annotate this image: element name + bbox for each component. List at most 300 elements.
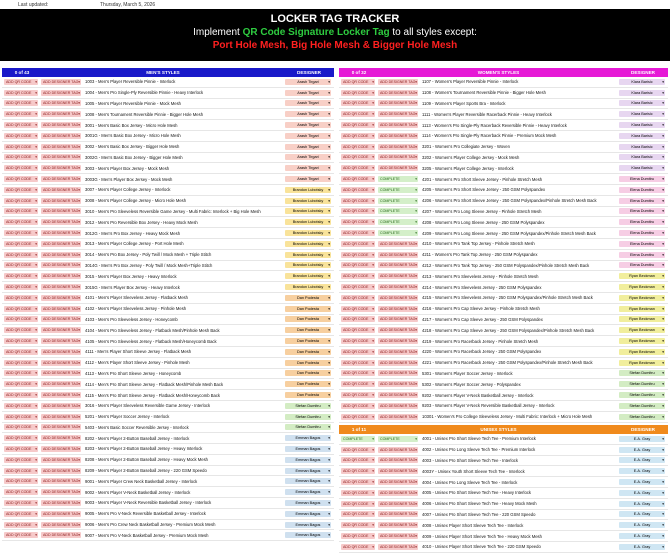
designer-dropdown[interactable]: Klara Barisic ▾ <box>619 100 665 106</box>
designer-tag-dropdown[interactable]: ADD DESIGNER TAG ▾ <box>378 447 418 453</box>
qr-status-dropdown[interactable]: ADD QR CODE ▾ <box>4 90 38 96</box>
designer-dropdown[interactable]: Brandon Lubotsky ▾ <box>285 262 331 268</box>
designer-dropdown[interactable]: Elena Dumitru ▾ <box>619 241 665 247</box>
qr-status-dropdown[interactable]: ADD QR CODE ▾ <box>341 403 375 409</box>
designer-dropdown[interactable]: Arash Tirgari ▾ <box>285 154 331 160</box>
designer-tag-dropdown[interactable]: ADD DESIGNER TAG ▾ <box>378 90 418 96</box>
style-name: 1005 - Men's Player Reversible Pinnie - Mock Mesh <box>85 100 181 106</box>
qr-status-dropdown[interactable]: ADD QR CODE ▾ <box>341 90 375 96</box>
designer-dropdown[interactable]: Dan Podesta ▾ <box>285 295 331 301</box>
designer-dropdown[interactable]: Arash Tirgari ▾ <box>285 90 331 96</box>
style-name: 3016 - Men's Player Sleeveless Reversible Game Jersey - Interlock <box>85 403 211 409</box>
designer-tag-dropdown[interactable]: COMPLETE ▾ <box>378 208 418 214</box>
qr-status-dropdown[interactable]: ADD QR CODE ▾ <box>341 479 375 485</box>
designer-dropdown[interactable]: Klara Barisic ▾ <box>619 133 665 139</box>
table-row <box>2 228 334 239</box>
designer-tag-dropdown[interactable]: ADD DESIGNER TAG ▾ <box>41 403 81 409</box>
designer-dropdown[interactable]: Stefan Dumitru ▾ <box>619 392 665 398</box>
qr-status-dropdown[interactable]: ADD QR CODE ▾ <box>4 144 38 150</box>
designer-tag-dropdown[interactable]: ADD DESIGNER TAG ▾ <box>378 273 418 279</box>
qr-status-dropdown[interactable]: ADD QR CODE ▾ <box>341 144 375 150</box>
qr-status-dropdown[interactable]: ADD QR CODE ▾ <box>4 241 38 247</box>
designer-tag-dropdown[interactable]: ADD DESIGNER TAG ▾ <box>41 133 81 139</box>
designer-tag-dropdown[interactable]: ADD DESIGNER TAG ▾ <box>41 414 81 420</box>
designer-tag-dropdown[interactable]: ADD DESIGNER TAG ▾ <box>41 457 81 463</box>
designer-tag-dropdown[interactable]: ADD DESIGNER TAG ▾ <box>378 533 418 539</box>
designer-tag-dropdown[interactable]: ADD DESIGNER TAG ▾ <box>41 349 81 355</box>
designer-dropdown[interactable]: Klara Barisic ▾ <box>619 111 665 117</box>
designer-dropdown[interactable]: Stefan Dumitru ▾ <box>619 414 665 420</box>
designer-tag-dropdown[interactable]: ADD DESIGNER TAG ▾ <box>41 446 81 452</box>
designer-tag-dropdown[interactable]: ADD DESIGNER TAG ▾ <box>378 457 418 463</box>
designer-dropdown[interactable]: Ryan Beckman ▾ <box>619 306 665 312</box>
qr-status-dropdown[interactable]: ADD QR CODE ▾ <box>4 522 38 528</box>
style-name: 1108 - Women's Tournament Reversible Pinnie - Bigger Hole Mesh <box>422 90 546 96</box>
designer-dropdown[interactable]: Emman Bagos ▾ <box>285 522 331 528</box>
qr-status-dropdown[interactable]: ADD QR CODE ▾ <box>4 349 38 355</box>
qr-status-dropdown[interactable]: ADD QR CODE ▾ <box>341 273 375 279</box>
designer-tag-dropdown[interactable]: ADD DESIGNER TAG ▾ <box>41 327 81 333</box>
designer-dropdown[interactable]: Arash Tirgari ▾ <box>285 122 331 128</box>
designer-dropdown[interactable]: E.A. Gray ▾ <box>619 501 665 507</box>
designer-dropdown[interactable]: Dan Podesta ▾ <box>285 349 331 355</box>
designer-tag-dropdown[interactable]: ADD DESIGNER TAG ▾ <box>378 133 418 139</box>
qr-status-dropdown[interactable]: ADD QR CODE ▾ <box>4 532 38 538</box>
qr-status-dropdown[interactable]: ADD QR CODE ▾ <box>4 511 38 517</box>
designer-dropdown[interactable]: Emman Bagos ▾ <box>285 500 331 506</box>
designer-tag-dropdown[interactable]: ADD DESIGNER TAG ▾ <box>378 490 418 496</box>
designer-dropdown[interactable]: Elena Dumitru ▾ <box>619 219 665 225</box>
designer-tag-dropdown[interactable]: COMPLETE ▾ <box>378 219 418 225</box>
designer-dropdown[interactable]: Emman Bagos ▾ <box>285 532 331 538</box>
designer-tag-dropdown[interactable]: ADD DESIGNER TAG ▾ <box>41 79 81 85</box>
designer-dropdown[interactable]: Stefan Dumitru ▾ <box>285 424 331 430</box>
designer-tag-dropdown[interactable]: ADD DESIGNER TAG ▾ <box>378 165 418 171</box>
style-name: 3010 - Men's Pro Sleeveless Reversible Game Jersey - Multi Fabric: Interlock + Big Hole Mesh <box>85 208 261 214</box>
table-row <box>339 531 668 542</box>
qr-status-dropdown[interactable]: ADD QR CODE ▾ <box>341 122 375 128</box>
designer-dropdown[interactable]: Stefan Dumitru ▾ <box>285 414 331 420</box>
designer-dropdown[interactable]: Ryan Beckman ▾ <box>619 327 665 333</box>
designer-dropdown[interactable]: Klara Barisic ▾ <box>619 165 665 171</box>
qr-status-dropdown[interactable]: ADD QR CODE ▾ <box>4 500 38 506</box>
qr-status-dropdown[interactable]: ADD QR CODE ▾ <box>4 252 38 258</box>
designer-tag-dropdown[interactable]: COMPLETE ▾ <box>378 187 418 193</box>
style-name: 1114 - Women's Pro Single-Ply Racerback Pinnie - Premium Mock Mesh <box>422 133 557 139</box>
designer-tag-dropdown[interactable]: ADD DESIGNER TAG ▾ <box>41 370 81 376</box>
qr-status-dropdown[interactable]: ADD QR CODE ▾ <box>341 533 375 539</box>
style-name: 8209 - Men's Player 2-Button Baseball Jersey - 220 GSM Speedo <box>85 468 207 474</box>
table-row <box>2 498 334 509</box>
designer-tag-dropdown[interactable]: ADD DESIGNER TAG ▾ <box>41 241 81 247</box>
style-name: 4105 - Men's Pro Sleeveless Jersey - Flatback Mesh/Honeycomb Back <box>85 338 217 344</box>
designer-tag-dropdown[interactable]: ADD DESIGNER TAG ▾ <box>378 544 418 550</box>
table-row <box>339 174 668 185</box>
qr-status-dropdown[interactable]: ADD QR CODE ▾ <box>4 133 38 139</box>
designer-tag-dropdown[interactable]: ADD DESIGNER TAG ▾ <box>378 468 418 474</box>
designer-tag-dropdown[interactable]: ADD DESIGNER TAG ▾ <box>41 198 81 204</box>
designer-tag-dropdown[interactable]: ADD DESIGNER TAG ▾ <box>41 338 81 344</box>
table-row <box>339 456 668 467</box>
designer-tag-dropdown[interactable]: ADD DESIGNER TAG ▾ <box>378 316 418 322</box>
qr-status-dropdown[interactable]: ADD QR CODE ▾ <box>341 327 375 333</box>
designer-dropdown[interactable]: Brandon Lubotsky ▾ <box>285 187 331 193</box>
designer-tag-dropdown[interactable]: ADD DESIGNER TAG ▾ <box>41 187 81 193</box>
designer-dropdown[interactable]: Ryan Beckman ▾ <box>619 360 665 366</box>
qr-status-dropdown[interactable]: ADD QR CODE ▾ <box>4 489 38 495</box>
qr-status-dropdown[interactable]: ADD QR CODE ▾ <box>341 468 375 474</box>
designer-tag-dropdown[interactable]: ADD DESIGNER TAG ▾ <box>41 435 81 441</box>
designer-tag-dropdown[interactable]: ADD DESIGNER TAG ▾ <box>378 262 418 268</box>
designer-tag-dropdown[interactable]: ADD DESIGNER TAG ▾ <box>41 252 81 258</box>
qr-status-dropdown[interactable]: ADD QR CODE ▾ <box>341 252 375 258</box>
style-name: 4221 - Women's Pro Racerback Jersey - 250 GSM Polyspandex/Pinhole Stretch Mesh Back <box>422 360 593 366</box>
qr-status-dropdown[interactable]: ADD QR CODE ▾ <box>341 370 375 376</box>
designer-tag-dropdown[interactable]: ADD DESIGNER TAG ▾ <box>41 176 81 182</box>
designer-tag-dropdown[interactable]: ADD DESIGNER TAG ▾ <box>41 284 81 290</box>
qr-status-dropdown[interactable]: ADD QR CODE ▾ <box>341 165 375 171</box>
qr-status-dropdown[interactable]: ADD QR CODE ▾ <box>341 79 375 85</box>
qr-status-dropdown[interactable]: ADD QR CODE ▾ <box>4 468 38 474</box>
qr-status-dropdown[interactable]: ADD QR CODE ▾ <box>4 284 38 290</box>
designer-dropdown[interactable]: Arash Tirgari ▾ <box>285 133 331 139</box>
style-name: 3002 - Men's Basic Box Jersey - Bigger Hole Mesh <box>85 144 180 150</box>
designer-tag-dropdown[interactable]: ADD DESIGNER TAG ▾ <box>378 154 418 160</box>
designer-dropdown[interactable]: Emman Bagos ▾ <box>285 511 331 517</box>
style-name: 5403 - Men's Basic Soccer Reversible Jersey - Interlock <box>85 424 189 430</box>
table-row <box>2 185 334 196</box>
qr-status-dropdown[interactable]: ADD QR CODE ▾ <box>4 154 38 160</box>
qr-status-dropdown[interactable]: ADD QR CODE ▾ <box>4 327 38 333</box>
designer-dropdown[interactable]: E.A. Gray ▾ <box>619 511 665 517</box>
designer-tag-dropdown[interactable]: ADD DESIGNER TAG ▾ <box>41 468 81 474</box>
designer-dropdown[interactable]: Arash Tirgari ▾ <box>285 176 331 182</box>
designer-tag-dropdown[interactable]: ADD DESIGNER TAG ▾ <box>41 100 81 106</box>
qr-status-dropdown[interactable]: ADD QR CODE ▾ <box>341 198 375 204</box>
style-name: 4205 - Women's Pro Short Sleeve Jersey - 250 GSM Polyspandex <box>422 187 546 193</box>
designer-dropdown[interactable]: E.A. Gray ▾ <box>619 522 665 528</box>
designer-tag-dropdown[interactable]: ADD DESIGNER TAG ▾ <box>378 122 418 128</box>
qr-status-dropdown[interactable]: ADD QR CODE ▾ <box>341 208 375 214</box>
qr-status-dropdown[interactable]: ADD QR CODE ▾ <box>4 262 38 268</box>
qr-status-dropdown[interactable]: ADD QR CODE ▾ <box>341 154 375 160</box>
qr-status-dropdown[interactable]: ADD QR CODE ▾ <box>4 338 38 344</box>
designer-dropdown[interactable]: Brandon Lubotsky ▾ <box>285 198 331 204</box>
designer-dropdown[interactable]: Klara Barisic ▾ <box>619 122 665 128</box>
designer-dropdown[interactable]: Brandon Lubotsky ▾ <box>285 284 331 290</box>
qr-status-dropdown[interactable]: ADD QR CODE ▾ <box>4 219 38 225</box>
designer-dropdown[interactable]: E.A. Gray ▾ <box>619 457 665 463</box>
unisex-designer-header: DESIGNER <box>631 427 655 432</box>
designer-tag-dropdown[interactable]: ADD DESIGNER TAG ▾ <box>41 478 81 484</box>
qr-status-dropdown[interactable]: ADD QR CODE ▾ <box>4 198 38 204</box>
designer-dropdown[interactable]: E.A. Gray ▾ <box>619 436 665 442</box>
qr-status-dropdown[interactable]: ADD QR CODE ▾ <box>4 111 38 117</box>
designer-dropdown[interactable]: Emman Bagos ▾ <box>285 468 331 474</box>
designer-dropdown[interactable]: Stefan Dumitru ▾ <box>619 381 665 387</box>
designer-tag-dropdown[interactable]: ADD DESIGNER TAG ▾ <box>41 424 81 430</box>
table-row <box>339 163 668 174</box>
style-name: 1111 - Women's Player Reversible Racerback Pinnie - Heavy Interlock <box>422 111 552 117</box>
qr-status-dropdown[interactable]: ADD QR CODE ▾ <box>4 316 38 322</box>
designer-dropdown[interactable]: Elena Dumitru ▾ <box>619 198 665 204</box>
designer-dropdown[interactable]: Ryan Beckman ▾ <box>619 316 665 322</box>
designer-dropdown[interactable]: Emman Bagos ▾ <box>285 489 331 495</box>
designer-dropdown[interactable]: Arash Tirgari ▾ <box>285 144 331 150</box>
qr-status-dropdown[interactable]: ADD QR CODE ▾ <box>341 447 375 453</box>
designer-tag-dropdown[interactable]: ADD DESIGNER TAG ▾ <box>378 349 418 355</box>
designer-dropdown[interactable]: Klara Barisic ▾ <box>619 90 665 96</box>
qr-status-dropdown[interactable]: ADD QR CODE ▾ <box>4 478 38 484</box>
designer-dropdown[interactable]: Ryan Beckman ▾ <box>619 284 665 290</box>
designer-dropdown[interactable]: Dan Podesta ▾ <box>285 338 331 344</box>
designer-dropdown[interactable]: Ryan Beckman ▾ <box>619 295 665 301</box>
qr-status-dropdown[interactable]: ADD QR CODE ▾ <box>341 522 375 528</box>
designer-tag-dropdown[interactable]: ADD DESIGNER TAG ▾ <box>41 511 81 517</box>
style-name: 4115 - Men's Pro Short Sleeve Jersey - Flatback Mesh/Honeycomb Back <box>85 392 221 398</box>
designer-dropdown[interactable]: E.A. Gray ▾ <box>619 447 665 453</box>
designer-tag-dropdown[interactable]: ADD DESIGNER TAG ▾ <box>378 381 418 387</box>
qr-status-dropdown[interactable]: ADD QR CODE ▾ <box>341 349 375 355</box>
designer-tag-dropdown[interactable]: ADD DESIGNER TAG ▾ <box>41 392 81 398</box>
designer-tag-dropdown[interactable]: COMPLETE ▾ <box>378 230 418 236</box>
qr-status-dropdown[interactable]: ADD QR CODE ▾ <box>341 306 375 312</box>
designer-tag-dropdown[interactable]: ADD DESIGNER TAG ▾ <box>378 252 418 258</box>
qr-status-dropdown[interactable]: ADD QR CODE ▾ <box>341 338 375 344</box>
qr-status-dropdown[interactable]: ADD QR CODE ▾ <box>341 544 375 550</box>
designer-tag-dropdown[interactable]: ADD DESIGNER TAG ▾ <box>41 165 81 171</box>
table-row <box>2 509 334 520</box>
designer-dropdown[interactable]: Ryan Beckman ▾ <box>619 349 665 355</box>
designer-dropdown[interactable]: Emman Bagos ▾ <box>285 457 331 463</box>
designer-dropdown[interactable]: Ryan Beckman ▾ <box>619 338 665 344</box>
designer-dropdown[interactable]: Arash Tirgari ▾ <box>285 79 331 85</box>
qr-status-dropdown[interactable]: ADD QR CODE ▾ <box>341 392 375 398</box>
table-row <box>339 217 668 228</box>
designer-tag-dropdown[interactable]: ADD DESIGNER TAG ▾ <box>41 122 81 128</box>
designer-dropdown[interactable]: Arash Tirgari ▾ <box>285 165 331 171</box>
designer-dropdown[interactable]: Elena Dumitru ▾ <box>619 208 665 214</box>
designer-tag-dropdown[interactable]: ADD DESIGNER TAG ▾ <box>41 230 81 236</box>
designer-tag-dropdown[interactable]: COMPLETE ▾ <box>378 198 418 204</box>
designer-dropdown[interactable]: Brandon Lubotsky ▾ <box>285 252 331 258</box>
designer-tag-dropdown[interactable]: ADD DESIGNER TAG ▾ <box>378 414 418 420</box>
designer-dropdown[interactable]: Brandon Lubotsky ▾ <box>285 273 331 279</box>
designer-tag-dropdown[interactable]: ADD DESIGNER TAG ▾ <box>378 144 418 150</box>
qr-status-dropdown[interactable]: ADD QR CODE ▾ <box>341 284 375 290</box>
qr-status-dropdown[interactable]: ADD QR CODE ▾ <box>341 316 375 322</box>
qr-status-dropdown[interactable]: ADD QR CODE ▾ <box>341 381 375 387</box>
qr-status-dropdown[interactable]: ADD QR CODE ▾ <box>341 219 375 225</box>
designer-dropdown[interactable]: Stefan Dumitru ▾ <box>619 370 665 376</box>
style-name: 4111 - Men's Player Short Sleeve Jersey - Flatback Mesh <box>85 349 192 355</box>
qr-status-dropdown[interactable]: ADD QR CODE ▾ <box>4 446 38 452</box>
designer-dropdown[interactable]: Emman Bagos ▾ <box>285 435 331 441</box>
designer-dropdown[interactable]: Klara Barisic ▾ <box>619 154 665 160</box>
qr-status-dropdown[interactable]: ADD QR CODE ▾ <box>4 230 38 236</box>
qr-status-dropdown[interactable]: ADD QR CODE ▾ <box>4 403 38 409</box>
designer-dropdown[interactable]: E.A. Gray ▾ <box>619 544 665 550</box>
designer-dropdown[interactable]: E.A. Gray ▾ <box>619 533 665 539</box>
qr-status-dropdown[interactable]: ADD QR CODE ▾ <box>341 457 375 463</box>
designer-dropdown[interactable]: Elena Dumitru ▾ <box>619 187 665 193</box>
designer-tag-dropdown[interactable]: ADD DESIGNER TAG ▾ <box>378 522 418 528</box>
qr-status-dropdown[interactable]: ADD QR CODE ▾ <box>4 392 38 398</box>
style-name: 3012 - Men's Pro Reversible Box Jersey - Heavy Mock Mesh <box>85 219 198 225</box>
designer-tag-dropdown[interactable]: ADD DESIGNER TAG ▾ <box>378 100 418 106</box>
qr-status-dropdown[interactable]: ADD QR CODE ▾ <box>4 122 38 128</box>
designer-tag-dropdown[interactable]: ADD DESIGNER TAG ▾ <box>41 306 81 312</box>
qr-status-dropdown[interactable]: ADD QR CODE ▾ <box>341 230 375 236</box>
table-row <box>339 99 668 110</box>
designer-dropdown[interactable]: Brandon Lubotsky ▾ <box>285 219 331 225</box>
designer-tag-dropdown[interactable]: ADD DESIGNER TAG ▾ <box>378 79 418 85</box>
designer-dropdown[interactable]: E.A. Gray ▾ <box>619 479 665 485</box>
qr-status-dropdown[interactable]: ADD QR CODE ▾ <box>341 414 375 420</box>
qr-status-dropdown[interactable]: ADD QR CODE ▾ <box>4 176 38 182</box>
qr-status-dropdown[interactable]: ADD QR CODE ▾ <box>4 435 38 441</box>
designer-dropdown[interactable]: Dan Podesta ▾ <box>285 327 331 333</box>
qr-status-dropdown[interactable]: ADD QR CODE ▾ <box>4 165 38 171</box>
table-row <box>2 217 334 228</box>
qr-status-dropdown[interactable]: ADD QR CODE ▾ <box>4 370 38 376</box>
designer-tag-dropdown[interactable]: ADD DESIGNER TAG ▾ <box>41 154 81 160</box>
designer-tag-dropdown[interactable]: ADD DESIGNER TAG ▾ <box>378 111 418 117</box>
qr-status-dropdown[interactable]: ADD QR CODE ▾ <box>341 490 375 496</box>
designer-dropdown[interactable]: Elena Dumitru ▾ <box>619 252 665 258</box>
qr-status-dropdown[interactable]: ADD QR CODE ▾ <box>341 111 375 117</box>
table-row <box>339 315 668 326</box>
designer-tag-dropdown[interactable]: ADD DESIGNER TAG ▾ <box>41 273 81 279</box>
qr-status-dropdown[interactable]: ADD QR CODE ▾ <box>4 273 38 279</box>
table-row <box>2 163 334 174</box>
style-name: 3201 - Women's Pro Collegiate Jersey - Woven <box>422 144 510 150</box>
designer-tag-dropdown[interactable]: ADD DESIGNER TAG ▾ <box>378 501 418 507</box>
designer-tag-dropdown[interactable]: ADD DESIGNER TAG ▾ <box>378 284 418 290</box>
style-name: 9006 - Men's Pro Crew Neck Basketball Jersey - Premium Mock Mesh <box>85 522 216 528</box>
qr-status-dropdown[interactable]: ADD QR CODE ▾ <box>341 176 375 182</box>
designer-tag-dropdown[interactable]: COMPLETE ▾ <box>378 176 418 182</box>
designer-tag-dropdown[interactable]: ADD DESIGNER TAG ▾ <box>41 208 81 214</box>
designer-tag-dropdown[interactable]: ADD DESIGNER TAG ▾ <box>41 111 81 117</box>
designer-dropdown[interactable]: Emman Bagos ▾ <box>285 478 331 484</box>
qr-status-dropdown[interactable]: ADD QR CODE ▾ <box>341 360 375 366</box>
designer-tag-dropdown[interactable]: ADD DESIGNER TAG ▾ <box>41 262 81 268</box>
qr-status-dropdown[interactable]: ADD QR CODE ▾ <box>341 262 375 268</box>
qr-status-dropdown[interactable]: ADD QR CODE ▾ <box>341 100 375 106</box>
designer-dropdown[interactable]: Brandon Lubotsky ▾ <box>285 241 331 247</box>
designer-tag-dropdown[interactable]: ADD DESIGNER TAG ▾ <box>378 403 418 409</box>
qr-status-dropdown[interactable]: ADD QR CODE ▾ <box>4 306 38 312</box>
qr-status-dropdown[interactable]: ADD QR CODE ▾ <box>4 187 38 193</box>
designer-tag-dropdown[interactable]: ADD DESIGNER TAG ▾ <box>378 511 418 517</box>
designer-tag-dropdown[interactable]: ADD DESIGNER TAG ▾ <box>41 219 81 225</box>
designer-tag-dropdown[interactable]: ADD DESIGNER TAG ▾ <box>41 360 81 366</box>
qr-status-dropdown[interactable]: ADD QR CODE ▾ <box>341 187 375 193</box>
designer-dropdown[interactable]: Brandon Lubotsky ▾ <box>285 208 331 214</box>
designer-tag-dropdown[interactable]: ADD DESIGNER TAG ▾ <box>41 489 81 495</box>
qr-status-dropdown[interactable]: ADD QR CODE ▾ <box>341 241 375 247</box>
designer-tag-dropdown[interactable]: ADD DESIGNER TAG ▾ <box>41 381 81 387</box>
designer-dropdown[interactable]: Dan Podesta ▾ <box>285 392 331 398</box>
designer-tag-dropdown[interactable]: ADD DESIGNER TAG ▾ <box>378 370 418 376</box>
designer-dropdown[interactable]: Klara Barisic ▾ <box>619 144 665 150</box>
qr-status-dropdown[interactable]: ADD QR CODE ▾ <box>4 457 38 463</box>
table-row <box>339 271 668 282</box>
designer-tag-dropdown[interactable]: ADD DESIGNER TAG ▾ <box>378 295 418 301</box>
qr-status-dropdown[interactable]: ADD QR CODE ▾ <box>4 79 38 85</box>
qr-status-dropdown[interactable]: ADD QR CODE ▾ <box>4 424 38 430</box>
style-name: 5201 - Men's Player Soccer Jersey - Interlock <box>85 414 170 420</box>
designer-tag-dropdown[interactable]: ADD DESIGNER TAG ▾ <box>41 500 81 506</box>
designer-dropdown[interactable]: Ryan Beckman ▾ <box>619 273 665 279</box>
designer-dropdown[interactable]: Dan Podesta ▾ <box>285 370 331 376</box>
mens-header <box>2 68 334 77</box>
qr-status-dropdown[interactable]: ADD QR CODE ▾ <box>4 100 38 106</box>
designer-dropdown[interactable]: Klara Barisic ▾ <box>619 79 665 85</box>
designer-dropdown[interactable]: Arash Tirgari ▾ <box>285 111 331 117</box>
qr-status-dropdown[interactable]: ADD QR CODE ▾ <box>341 133 375 139</box>
designer-dropdown[interactable]: Elena Dumitru ▾ <box>619 230 665 236</box>
designer-tag-dropdown[interactable]: ADD DESIGNER TAG ▾ <box>41 295 81 301</box>
qr-status-dropdown[interactable]: ADD QR CODE ▾ <box>4 208 38 214</box>
designer-dropdown[interactable]: E.A. Gray ▾ <box>619 490 665 496</box>
designer-tag-dropdown[interactable]: ADD DESIGNER TAG ▾ <box>41 522 81 528</box>
designer-tag-dropdown[interactable]: COMPLETE ▾ <box>378 436 418 442</box>
style-name: 4219 - Women's Pro Racerback Jersey - Pinhole Stretch Mesh <box>422 338 539 344</box>
qr-status-dropdown[interactable]: ADD QR CODE ▾ <box>4 360 38 366</box>
designer-dropdown[interactable]: Dan Podesta ▾ <box>285 381 331 387</box>
table-row <box>2 412 334 423</box>
designer-dropdown[interactable]: Brandon Lubotsky ▾ <box>285 230 331 236</box>
qr-status-dropdown[interactable]: ADD QR CODE ▾ <box>4 414 38 420</box>
designer-dropdown[interactable]: E.A. Gray ▾ <box>619 468 665 474</box>
designer-tag-dropdown[interactable]: ADD DESIGNER TAG ▾ <box>378 338 418 344</box>
table-row <box>339 510 668 521</box>
designer-dropdown[interactable]: Stefan Dumitru ▾ <box>619 403 665 409</box>
designer-tag-dropdown[interactable]: ADD DESIGNER TAG ▾ <box>378 241 418 247</box>
designer-dropdown[interactable]: Dan Podesta ▾ <box>285 316 331 322</box>
qr-status-dropdown[interactable]: ADD QR CODE ▾ <box>4 295 38 301</box>
designer-dropdown[interactable]: Arash Tirgari ▾ <box>285 100 331 106</box>
designer-tag-dropdown[interactable]: ADD DESIGNER TAG ▾ <box>41 532 81 538</box>
designer-dropdown[interactable]: Dan Podesta ▾ <box>285 306 331 312</box>
title-banner <box>0 9 670 61</box>
designer-tag-dropdown[interactable]: ADD DESIGNER TAG ▾ <box>378 306 418 312</box>
style-name: 4207 - Women's Pro Long Sleeve Jersey - Pinhole Stretch Mesh <box>422 208 542 214</box>
designer-tag-dropdown[interactable]: ADD DESIGNER TAG ▾ <box>41 316 81 322</box>
qr-status-dropdown[interactable]: ADD QR CODE ▾ <box>341 295 375 301</box>
qr-status-dropdown[interactable]: ADD QR CODE ▾ <box>4 381 38 387</box>
designer-tag-dropdown[interactable]: ADD DESIGNER TAG ▾ <box>378 327 418 333</box>
designer-tag-dropdown[interactable]: ADD DESIGNER TAG ▾ <box>378 360 418 366</box>
designer-tag-dropdown[interactable]: ADD DESIGNER TAG ▾ <box>41 144 81 150</box>
designer-dropdown[interactable]: Elena Dumitru ▾ <box>619 262 665 268</box>
style-name: 4212 - Women's Pro Tank Top Jersey - 250 GSM Polyspandex/Pinhole Stretch Mesh Back <box>422 262 590 268</box>
designer-tag-dropdown[interactable]: ADD DESIGNER TAG ▾ <box>41 90 81 96</box>
qr-status-dropdown[interactable]: ADD QR CODE ▾ <box>341 501 375 507</box>
designer-tag-dropdown[interactable]: ADD DESIGNER TAG ▾ <box>378 392 418 398</box>
designer-dropdown[interactable]: Elena Dumitru ▾ <box>619 176 665 182</box>
table-row <box>2 336 334 347</box>
designer-dropdown[interactable]: Dan Podesta ▾ <box>285 360 331 366</box>
designer-dropdown[interactable]: Stefan Dumitru ▾ <box>285 403 331 409</box>
table-row <box>339 185 668 196</box>
designer-dropdown[interactable]: Emman Bagos ▾ <box>285 446 331 452</box>
qr-status-dropdown[interactable]: ADD QR CODE ▾ <box>341 511 375 517</box>
qr-status-dropdown[interactable]: COMPLETE ▾ <box>341 436 375 442</box>
designer-tag-dropdown[interactable]: ADD DESIGNER TAG ▾ <box>378 479 418 485</box>
